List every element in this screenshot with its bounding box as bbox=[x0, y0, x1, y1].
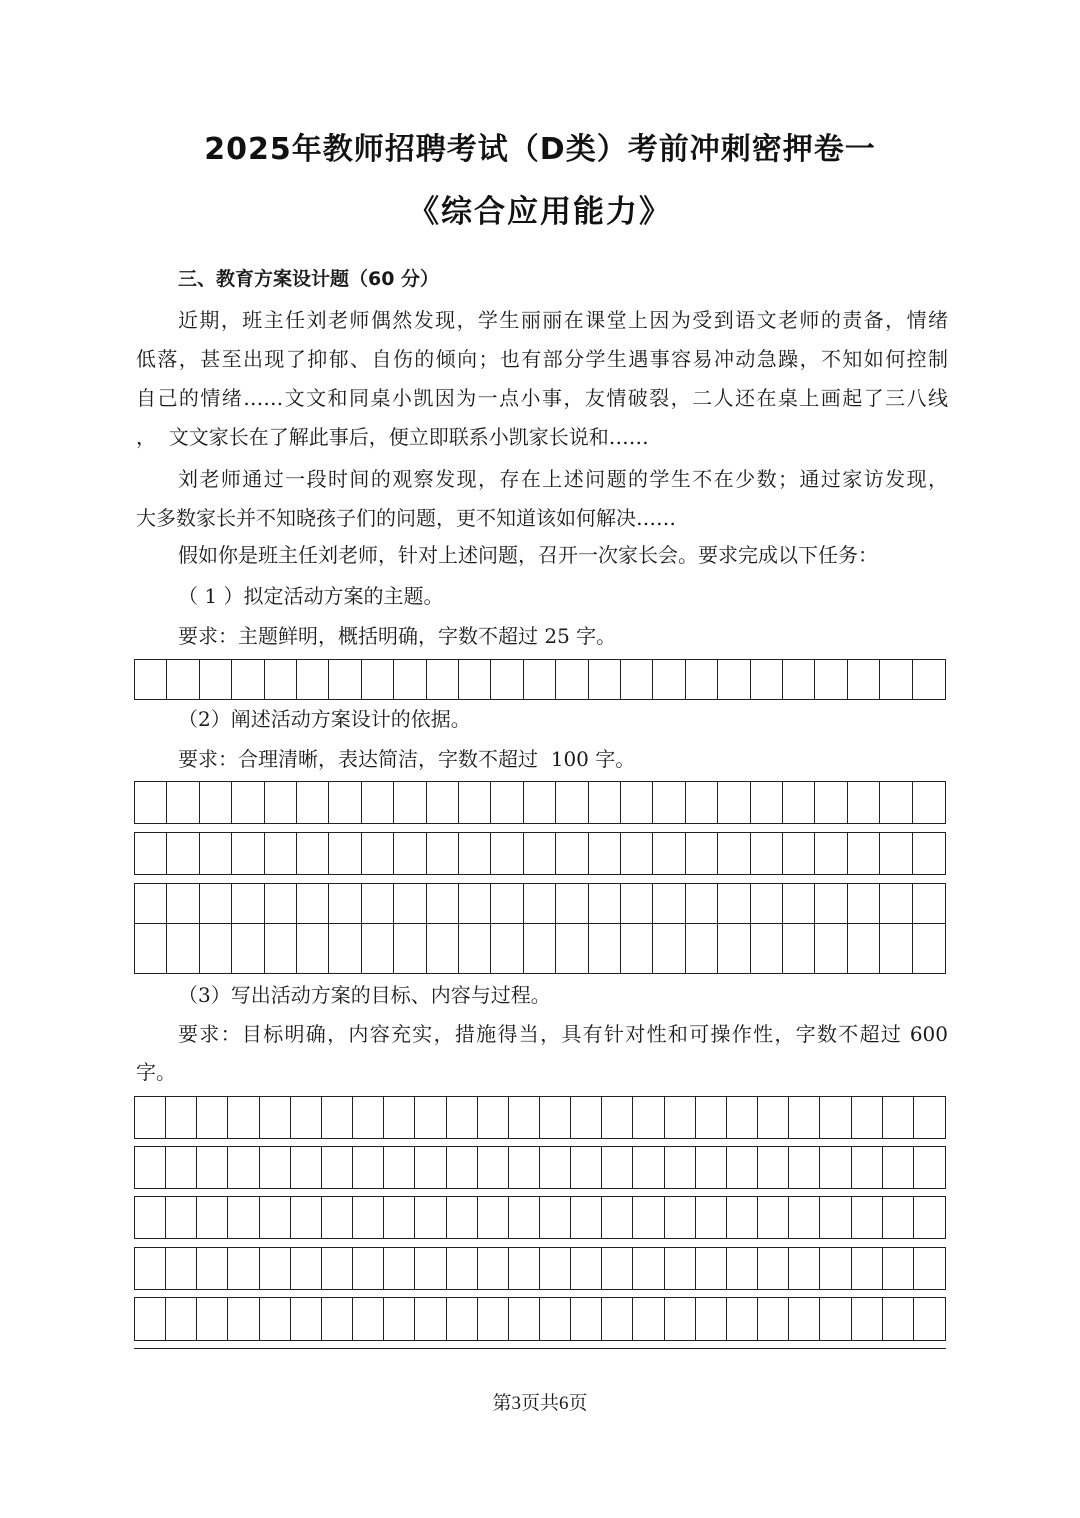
task-3-requirement-line-1: 要求：目标明确，内容充实，措施得当，具有针对性和可操作性，字数不超过 600 bbox=[178, 1022, 948, 1046]
grid-cell[interactable] bbox=[291, 1097, 322, 1138]
grid-cell[interactable] bbox=[848, 660, 880, 699]
grid-cell[interactable] bbox=[265, 833, 297, 874]
grid-cell[interactable] bbox=[197, 1197, 228, 1238]
grid-cell[interactable] bbox=[820, 1197, 851, 1238]
grid-cell[interactable] bbox=[260, 1097, 291, 1138]
grid-cell[interactable] bbox=[848, 884, 880, 923]
grid-cell[interactable] bbox=[459, 782, 491, 823]
task-3-requirement-line-2: 字。 bbox=[136, 1060, 176, 1084]
grid-cell[interactable] bbox=[540, 1147, 571, 1188]
grid-cell[interactable] bbox=[589, 833, 621, 874]
grid-cell[interactable] bbox=[491, 924, 523, 973]
answer-grid-task-2-row[interactable] bbox=[134, 781, 946, 824]
grid-cell[interactable] bbox=[200, 924, 232, 973]
grid-cell[interactable] bbox=[696, 1147, 727, 1188]
grid-cell[interactable] bbox=[880, 924, 912, 973]
grid-cell[interactable] bbox=[135, 884, 167, 923]
grid-cell[interactable] bbox=[228, 1248, 259, 1289]
grid-cell[interactable] bbox=[415, 1298, 446, 1340]
answer-grid-task-2-row[interactable] bbox=[134, 923, 946, 974]
grid-cell[interactable] bbox=[815, 782, 847, 823]
grid-cell[interactable] bbox=[260, 1147, 291, 1188]
grid-cell[interactable] bbox=[394, 833, 426, 874]
grid-cell[interactable] bbox=[353, 1197, 384, 1238]
grid-cell[interactable] bbox=[589, 782, 621, 823]
grid-cell[interactable] bbox=[260, 1248, 291, 1289]
grid-cell[interactable] bbox=[852, 1147, 883, 1188]
grid-cell[interactable] bbox=[394, 782, 426, 823]
grid-cell[interactable] bbox=[653, 660, 685, 699]
grid-cell[interactable] bbox=[820, 1298, 851, 1340]
grid-cell[interactable] bbox=[459, 833, 491, 874]
answer-grid-task-3-row[interactable] bbox=[134, 1247, 946, 1290]
grid-cell[interactable] bbox=[852, 1197, 883, 1238]
grid-cell[interactable] bbox=[322, 1197, 353, 1238]
grid-cell[interactable] bbox=[197, 1147, 228, 1188]
grid-cell[interactable] bbox=[297, 884, 329, 923]
grid-cell[interactable] bbox=[914, 1097, 945, 1138]
grid-cell[interactable] bbox=[166, 1298, 197, 1340]
grid-cell[interactable] bbox=[135, 1097, 166, 1138]
grid-cell[interactable] bbox=[914, 1298, 945, 1340]
grid-cell[interactable] bbox=[524, 660, 556, 699]
grid-cell[interactable] bbox=[353, 1248, 384, 1289]
grid-cell[interactable] bbox=[362, 884, 394, 923]
grid-cell[interactable] bbox=[914, 1248, 945, 1289]
grid-cell[interactable] bbox=[362, 833, 394, 874]
grid-cell[interactable] bbox=[459, 924, 491, 973]
answer-grid-task-3-row[interactable] bbox=[134, 1196, 946, 1239]
grid-cell[interactable] bbox=[478, 1298, 509, 1340]
grid-cell[interactable] bbox=[848, 782, 880, 823]
grid-cell[interactable] bbox=[394, 660, 426, 699]
grid-cell[interactable] bbox=[848, 924, 880, 973]
grid-cell[interactable] bbox=[852, 1298, 883, 1340]
section-heading: 三、教育方案设计题（60 分） bbox=[178, 268, 440, 290]
grid-cell[interactable] bbox=[265, 782, 297, 823]
grid-cell[interactable] bbox=[167, 884, 199, 923]
grid-cell[interactable] bbox=[783, 660, 815, 699]
grid-cell[interactable] bbox=[602, 1298, 633, 1340]
grid-cell[interactable] bbox=[783, 833, 815, 874]
grid-cell[interactable] bbox=[852, 1248, 883, 1289]
grid-cell[interactable] bbox=[751, 833, 783, 874]
grid-cell[interactable] bbox=[135, 1298, 166, 1340]
grid-cell[interactable] bbox=[322, 1097, 353, 1138]
paragraph-1-line-3: 自己的情绪……文文和同桌小凯因为一点小事，友情破裂，二人还在桌上画起了三八线 bbox=[136, 386, 948, 410]
grid-cell[interactable] bbox=[914, 1197, 945, 1238]
paragraph-2-line-2: 大多数家长并不知晓孩子们的问题，更不知道该如何解决…… bbox=[136, 506, 676, 530]
grid-cell[interactable] bbox=[914, 1147, 945, 1188]
grid-cell[interactable] bbox=[633, 1298, 664, 1340]
grid-cell[interactable] bbox=[540, 1097, 571, 1138]
grid-cell[interactable] bbox=[602, 1197, 633, 1238]
grid-cell[interactable] bbox=[883, 1147, 914, 1188]
grid-cell[interactable] bbox=[653, 924, 685, 973]
grid-cell[interactable] bbox=[135, 833, 167, 874]
grid-cell[interactable] bbox=[415, 1248, 446, 1289]
grid-cell[interactable] bbox=[815, 660, 847, 699]
grid-cell[interactable] bbox=[394, 924, 426, 973]
grid-cell[interactable] bbox=[883, 1197, 914, 1238]
grid-cell[interactable] bbox=[362, 660, 394, 699]
grid-cell[interactable] bbox=[571, 1298, 602, 1340]
grid-cell[interactable] bbox=[621, 660, 653, 699]
grid-cell[interactable] bbox=[686, 833, 718, 874]
grid-cell[interactable] bbox=[783, 782, 815, 823]
grid-cell[interactable] bbox=[571, 1197, 602, 1238]
grid-cell[interactable] bbox=[415, 1147, 446, 1188]
grid-cell[interactable] bbox=[427, 924, 459, 973]
grid-cell[interactable] bbox=[602, 1248, 633, 1289]
grid-cell[interactable] bbox=[166, 1248, 197, 1289]
grid-cell[interactable] bbox=[135, 1197, 166, 1238]
paragraph-1-line-2: 低落，甚至出现了抑郁、自伤的倾向；也有部分学生遇事容易冲动急躁，不知如何控制 bbox=[136, 347, 948, 371]
grid-cell[interactable] bbox=[653, 782, 685, 823]
grid-cell[interactable] bbox=[883, 1097, 914, 1138]
grid-cell[interactable] bbox=[362, 782, 394, 823]
grid-cell[interactable] bbox=[540, 1197, 571, 1238]
grid-cell[interactable] bbox=[427, 884, 459, 923]
grid-cell[interactable] bbox=[913, 924, 945, 973]
grid-cell[interactable] bbox=[718, 884, 750, 923]
grid-cell[interactable] bbox=[509, 1298, 540, 1340]
grid-cell[interactable] bbox=[751, 660, 783, 699]
grid-cell[interactable] bbox=[166, 1147, 197, 1188]
grid-cell[interactable] bbox=[491, 782, 523, 823]
grid-cell[interactable] bbox=[696, 1298, 727, 1340]
grid-cell[interactable] bbox=[447, 1197, 478, 1238]
grid-cell[interactable] bbox=[783, 924, 815, 973]
grid-cell[interactable] bbox=[556, 924, 588, 973]
grid-cell[interactable] bbox=[880, 660, 912, 699]
grid-cell[interactable] bbox=[789, 1248, 820, 1289]
grid-cell[interactable] bbox=[751, 782, 783, 823]
answer-grid-task-3-row[interactable] bbox=[134, 1146, 946, 1189]
grid-cell[interactable] bbox=[232, 660, 264, 699]
grid-cell[interactable] bbox=[329, 924, 361, 973]
grid-cell[interactable] bbox=[727, 1197, 758, 1238]
grid-cell[interactable] bbox=[509, 1248, 540, 1289]
grid-cell[interactable] bbox=[665, 1298, 696, 1340]
answer-grid-task-3-row[interactable] bbox=[134, 1096, 946, 1139]
grid-cell[interactable] bbox=[228, 1197, 259, 1238]
grid-cell[interactable] bbox=[758, 1147, 789, 1188]
grid-cell[interactable] bbox=[459, 884, 491, 923]
paragraph-3: 假如你是班主任刘老师，针对上述问题，召开一次家长会。要求完成以下任务： bbox=[178, 543, 878, 567]
grid-cell[interactable] bbox=[589, 660, 621, 699]
grid-cell[interactable] bbox=[322, 1248, 353, 1289]
grid-cell[interactable] bbox=[815, 924, 847, 973]
grid-cell[interactable] bbox=[491, 884, 523, 923]
grid-cell[interactable] bbox=[384, 1298, 415, 1340]
grid-cell[interactable] bbox=[621, 924, 653, 973]
grid-cell[interactable] bbox=[478, 1197, 509, 1238]
grid-cell[interactable] bbox=[291, 1248, 322, 1289]
answer-grid-task-1[interactable] bbox=[134, 659, 946, 700]
grid-cell[interactable] bbox=[200, 782, 232, 823]
grid-cell[interactable] bbox=[621, 833, 653, 874]
grid-cell[interactable] bbox=[883, 1298, 914, 1340]
page-number: 第3页共6页 bbox=[492, 1393, 588, 1414]
grid-cell[interactable] bbox=[852, 1097, 883, 1138]
grid-cell[interactable] bbox=[696, 1097, 727, 1138]
grid-cell[interactable] bbox=[665, 1147, 696, 1188]
task-3-label: （3）写出活动方案的目标、内容与过程。 bbox=[178, 983, 551, 1007]
exam-title: 2025年教师招聘考试（D类）考前冲刺密押卷一 bbox=[204, 132, 876, 167]
grid-cell[interactable] bbox=[200, 833, 232, 874]
grid-cell[interactable] bbox=[447, 1298, 478, 1340]
grid-cell[interactable] bbox=[686, 660, 718, 699]
grid-cell[interactable] bbox=[135, 1248, 166, 1289]
grid-cell[interactable] bbox=[491, 660, 523, 699]
grid-cell[interactable] bbox=[540, 1298, 571, 1340]
grid-cell[interactable] bbox=[789, 1197, 820, 1238]
grid-cell[interactable] bbox=[820, 1248, 851, 1289]
grid-cell[interactable] bbox=[228, 1097, 259, 1138]
grid-bottom-rule bbox=[134, 1348, 946, 1349]
grid-cell[interactable] bbox=[540, 1248, 571, 1289]
grid-cell[interactable] bbox=[353, 1097, 384, 1138]
grid-cell[interactable] bbox=[447, 1248, 478, 1289]
grid-cell[interactable] bbox=[751, 924, 783, 973]
grid-cell[interactable] bbox=[571, 1097, 602, 1138]
grid-cell[interactable] bbox=[758, 1097, 789, 1138]
grid-cell[interactable] bbox=[556, 833, 588, 874]
grid-cell[interactable] bbox=[509, 1097, 540, 1138]
grid-cell[interactable] bbox=[633, 1197, 664, 1238]
grid-cell[interactable] bbox=[394, 884, 426, 923]
grid-cell[interactable] bbox=[200, 884, 232, 923]
grid-cell[interactable] bbox=[297, 924, 329, 973]
grid-cell[interactable] bbox=[727, 1147, 758, 1188]
grid-cell[interactable] bbox=[228, 1147, 259, 1188]
grid-cell[interactable] bbox=[265, 660, 297, 699]
grid-cell[interactable] bbox=[696, 1248, 727, 1289]
grid-cell[interactable] bbox=[718, 833, 750, 874]
grid-cell[interactable] bbox=[167, 924, 199, 973]
grid-cell[interactable] bbox=[265, 884, 297, 923]
grid-cell[interactable] bbox=[329, 833, 361, 874]
grid-cell[interactable] bbox=[362, 924, 394, 973]
task-1-requirement: 要求：主题鲜明，概括明确，字数不超过 25 字。 bbox=[178, 624, 617, 648]
grid-cell[interactable] bbox=[291, 1298, 322, 1340]
paragraph-1-line-1: 近期，班主任刘老师偶然发现，学生丽丽在课堂上因为受到语文老师的责备，情绪 bbox=[178, 308, 948, 332]
grid-cell[interactable] bbox=[633, 1147, 664, 1188]
grid-cell[interactable] bbox=[232, 782, 264, 823]
grid-cell[interactable] bbox=[815, 884, 847, 923]
grid-cell[interactable] bbox=[135, 1147, 166, 1188]
grid-cell[interactable] bbox=[353, 1298, 384, 1340]
grid-cell[interactable] bbox=[427, 660, 459, 699]
grid-cell[interactable] bbox=[200, 660, 232, 699]
grid-cell[interactable] bbox=[665, 1197, 696, 1238]
grid-cell[interactable] bbox=[353, 1147, 384, 1188]
grid-cell[interactable] bbox=[686, 782, 718, 823]
grid-cell[interactable] bbox=[820, 1097, 851, 1138]
grid-cell[interactable] bbox=[589, 924, 621, 973]
grid-cell[interactable] bbox=[602, 1147, 633, 1188]
grid-cell[interactable] bbox=[509, 1197, 540, 1238]
grid-cell[interactable] bbox=[447, 1147, 478, 1188]
grid-cell[interactable] bbox=[758, 1298, 789, 1340]
grid-cell[interactable] bbox=[322, 1147, 353, 1188]
grid-cell[interactable] bbox=[556, 782, 588, 823]
grid-cell[interactable] bbox=[718, 924, 750, 973]
task-1-label: （ 1 ）拟定活动方案的主题。 bbox=[178, 584, 444, 608]
grid-cell[interactable] bbox=[329, 884, 361, 923]
grid-cell[interactable] bbox=[167, 782, 199, 823]
grid-cell[interactable] bbox=[297, 660, 329, 699]
grid-cell[interactable] bbox=[718, 660, 750, 699]
paragraph-1-line-4: ， 文文家长在了解此事后，便立即联系小凯家长说和…… bbox=[136, 425, 649, 449]
grid-cell[interactable] bbox=[789, 1097, 820, 1138]
grid-cell[interactable] bbox=[384, 1248, 415, 1289]
grid-cell[interactable] bbox=[524, 782, 556, 823]
grid-cell[interactable] bbox=[291, 1147, 322, 1188]
grid-cell[interactable] bbox=[291, 1197, 322, 1238]
grid-cell[interactable] bbox=[524, 833, 556, 874]
grid-cell[interactable] bbox=[524, 924, 556, 973]
grid-cell[interactable] bbox=[166, 1097, 197, 1138]
grid-cell[interactable] bbox=[167, 660, 199, 699]
grid-cell[interactable] bbox=[478, 1248, 509, 1289]
answer-grid-task-2-row[interactable] bbox=[134, 832, 946, 875]
grid-cell[interactable] bbox=[491, 833, 523, 874]
grid-cell[interactable] bbox=[232, 924, 264, 973]
grid-cell[interactable] bbox=[665, 1097, 696, 1138]
task-2-requirement: 要求：合理清晰，表达简洁，字数不超过 100 字。 bbox=[178, 747, 636, 771]
grid-cell[interactable] bbox=[265, 924, 297, 973]
grid-cell[interactable] bbox=[783, 884, 815, 923]
grid-cell[interactable] bbox=[166, 1197, 197, 1238]
grid-cell[interactable] bbox=[665, 1248, 696, 1289]
grid-cell[interactable] bbox=[384, 1147, 415, 1188]
grid-cell[interactable] bbox=[384, 1197, 415, 1238]
grid-cell[interactable] bbox=[758, 1197, 789, 1238]
answer-grid-task-3-row[interactable] bbox=[134, 1297, 946, 1341]
grid-cell[interactable] bbox=[459, 660, 491, 699]
grid-cell[interactable] bbox=[415, 1197, 446, 1238]
grid-cell[interactable] bbox=[571, 1248, 602, 1289]
grid-cell[interactable] bbox=[686, 924, 718, 973]
grid-cell[interactable] bbox=[478, 1097, 509, 1138]
grid-cell[interactable] bbox=[556, 660, 588, 699]
grid-cell[interactable] bbox=[478, 1147, 509, 1188]
grid-cell[interactable] bbox=[260, 1197, 291, 1238]
grid-cell[interactable] bbox=[167, 833, 199, 874]
grid-cell[interactable] bbox=[653, 884, 685, 923]
paragraph-2-line-1: 刘老师通过一段时间的观察发现，存在上述问题的学生不在少数；通过家访发现， bbox=[178, 467, 948, 491]
grid-cell[interactable] bbox=[913, 833, 945, 874]
grid-cell[interactable] bbox=[880, 782, 912, 823]
grid-cell[interactable] bbox=[329, 660, 361, 699]
grid-cell[interactable] bbox=[297, 782, 329, 823]
grid-cell[interactable] bbox=[232, 833, 264, 874]
grid-cell[interactable] bbox=[913, 660, 945, 699]
answer-grid-task-2-row[interactable] bbox=[134, 883, 946, 924]
grid-cell[interactable] bbox=[633, 1248, 664, 1289]
grid-cell[interactable] bbox=[820, 1147, 851, 1188]
grid-cell[interactable] bbox=[602, 1097, 633, 1138]
grid-cell[interactable] bbox=[880, 833, 912, 874]
grid-cell[interactable] bbox=[329, 782, 361, 823]
grid-cell[interactable] bbox=[686, 884, 718, 923]
grid-cell[interactable] bbox=[135, 782, 167, 823]
grid-cell[interactable] bbox=[135, 924, 167, 973]
grid-cell[interactable] bbox=[135, 660, 167, 699]
grid-cell[interactable] bbox=[524, 884, 556, 923]
grid-cell[interactable] bbox=[751, 884, 783, 923]
grid-cell[interactable] bbox=[815, 833, 847, 874]
grid-cell[interactable] bbox=[621, 884, 653, 923]
grid-cell[interactable] bbox=[427, 782, 459, 823]
grid-cell[interactable] bbox=[427, 833, 459, 874]
grid-cell[interactable] bbox=[727, 1298, 758, 1340]
grid-cell[interactable] bbox=[718, 782, 750, 823]
grid-cell[interactable] bbox=[297, 833, 329, 874]
grid-cell[interactable] bbox=[509, 1147, 540, 1188]
grid-cell[interactable] bbox=[232, 884, 264, 923]
grid-cell[interactable] bbox=[384, 1097, 415, 1138]
grid-cell[interactable] bbox=[880, 884, 912, 923]
grid-cell[interactable] bbox=[447, 1097, 478, 1138]
grid-cell[interactable] bbox=[883, 1248, 914, 1289]
grid-cell[interactable] bbox=[556, 884, 588, 923]
grid-cell[interactable] bbox=[913, 884, 945, 923]
grid-cell[interactable] bbox=[633, 1097, 664, 1138]
task-2-label: （2）阐述活动方案设计的依据。 bbox=[178, 707, 471, 731]
grid-cell[interactable] bbox=[696, 1197, 727, 1238]
grid-cell[interactable] bbox=[789, 1298, 820, 1340]
grid-cell[interactable] bbox=[913, 782, 945, 823]
grid-cell[interactable] bbox=[727, 1248, 758, 1289]
grid-cell[interactable] bbox=[197, 1097, 228, 1138]
grid-cell[interactable] bbox=[197, 1248, 228, 1289]
grid-cell[interactable] bbox=[415, 1097, 446, 1138]
grid-cell[interactable] bbox=[197, 1298, 228, 1340]
grid-cell[interactable] bbox=[589, 884, 621, 923]
grid-cell[interactable] bbox=[322, 1298, 353, 1340]
grid-cell[interactable] bbox=[848, 833, 880, 874]
grid-cell[interactable] bbox=[228, 1298, 259, 1340]
grid-cell[interactable] bbox=[758, 1248, 789, 1289]
grid-cell[interactable] bbox=[260, 1298, 291, 1340]
grid-cell[interactable] bbox=[571, 1147, 602, 1188]
grid-cell[interactable] bbox=[621, 782, 653, 823]
grid-cell[interactable] bbox=[653, 833, 685, 874]
grid-cell[interactable] bbox=[789, 1147, 820, 1188]
exam-subtitle: 《综合应用能力》 bbox=[408, 194, 672, 230]
grid-cell[interactable] bbox=[727, 1097, 758, 1138]
